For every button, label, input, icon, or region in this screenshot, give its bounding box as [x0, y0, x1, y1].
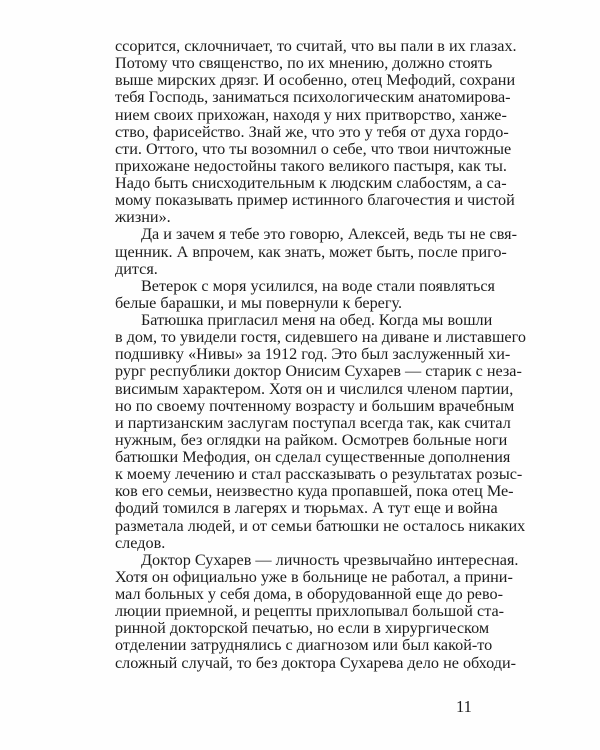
text-line: но по своему почтенному возрасту и большим врачебным [115, 396, 515, 415]
text-line: ство, фарисейство. Знай же, что это у тебя от духа гордо- [115, 122, 509, 141]
text-line: дится. [115, 259, 158, 278]
text-line: фодий томился в лагерях и тюрьмах. А тут еще и война [115, 499, 498, 518]
text-line: сти. Оттого, что ты возомнил о себе, что твои ничтожные [115, 139, 512, 158]
text-line: и партизанским заслугам поступал всегда так, как считал [115, 413, 511, 432]
text-line: нужным, без оглядки на райком. Осмотрев больные ноги [115, 430, 508, 449]
text-line: жизни». [115, 208, 171, 227]
text-line: мал больных у себя дома, в оборудованной еще до рево- [115, 585, 504, 603]
text-line: отделении затруднялись с диагнозом или был какой-то [115, 636, 493, 655]
text-line: батюшки Мефодия, он сделал существенные дополнения [115, 448, 511, 466]
text-line: прихожане недостойны такого великого пастыря, как ты. [115, 156, 507, 175]
text-line: сложный случай, то без доктора Сухарева дело не обходи- [115, 653, 517, 672]
text-line: Доктор Сухарев — личность чрезвычайно интересная. [141, 550, 519, 569]
text-line: ринной докторской печатью, но если в хирургическом [115, 619, 490, 638]
body-text [115, 37, 526, 672]
text-line: разметала людей, и от семьи батюшки не осталось никаких [115, 516, 526, 535]
text-line: Надо быть снисходительным к людским слабостям, а са- [115, 174, 507, 192]
page-number: 11 [456, 697, 472, 716]
text-line: Да и зачем я тебе это говорю, Алексей, ведь ты не свя- [141, 225, 517, 244]
text-line: ков его семьи, неизвестно куда пропавшей, пока отец Ме- [115, 482, 514, 501]
text-line: белые барашки, и мы повернули к берегу. [115, 293, 403, 312]
text-line: нием своих прихожан, находя у них притворство, ханже- [115, 105, 507, 124]
text-line: рург республики доктор Онисим Сухарев — старик с неза- [115, 362, 522, 381]
text-line: мому показывать пример истинного благочестия и чистой [115, 191, 515, 210]
text-line: следов. [115, 533, 166, 552]
text-line: щенник. А впрочем, как знать, может быть, после приго- [115, 242, 507, 261]
text-line: люции приемной, и рецепты прихлопывал большой ста- [115, 602, 505, 621]
text-line: висимым характером. Хотя он и числился членом партии, [115, 379, 514, 398]
text-line: Ветерок с моря усилился, на воде стали появляться [141, 276, 496, 295]
text-line: в дом, то увидели гостя, сидевшего на диване и листавшего [115, 328, 526, 347]
text-line: подшивку «Нивы» за 1912 год. Это был заслуженный хи- [115, 345, 511, 364]
text-line: Батюшка пригласил меня на обед. Когда мы вошли [141, 311, 493, 329]
text-line: Хотя он официально уже в больнице не работал, а прини- [115, 567, 513, 586]
text-line: тебя Господь, заниматься психологическим анатомирова- [115, 88, 511, 107]
text-line: ссорится, склочничает, то считай, что вы пали в их глазах. [115, 37, 517, 55]
text-line: выше мирских дрязг. И особенно, отец Мефодий, сохрани [115, 71, 516, 90]
text-line: Потому что священство, по их мнению, должно стоять [115, 54, 493, 73]
text-line: к моему лечению и стал рассказывать о результатах розыс- [115, 465, 523, 484]
